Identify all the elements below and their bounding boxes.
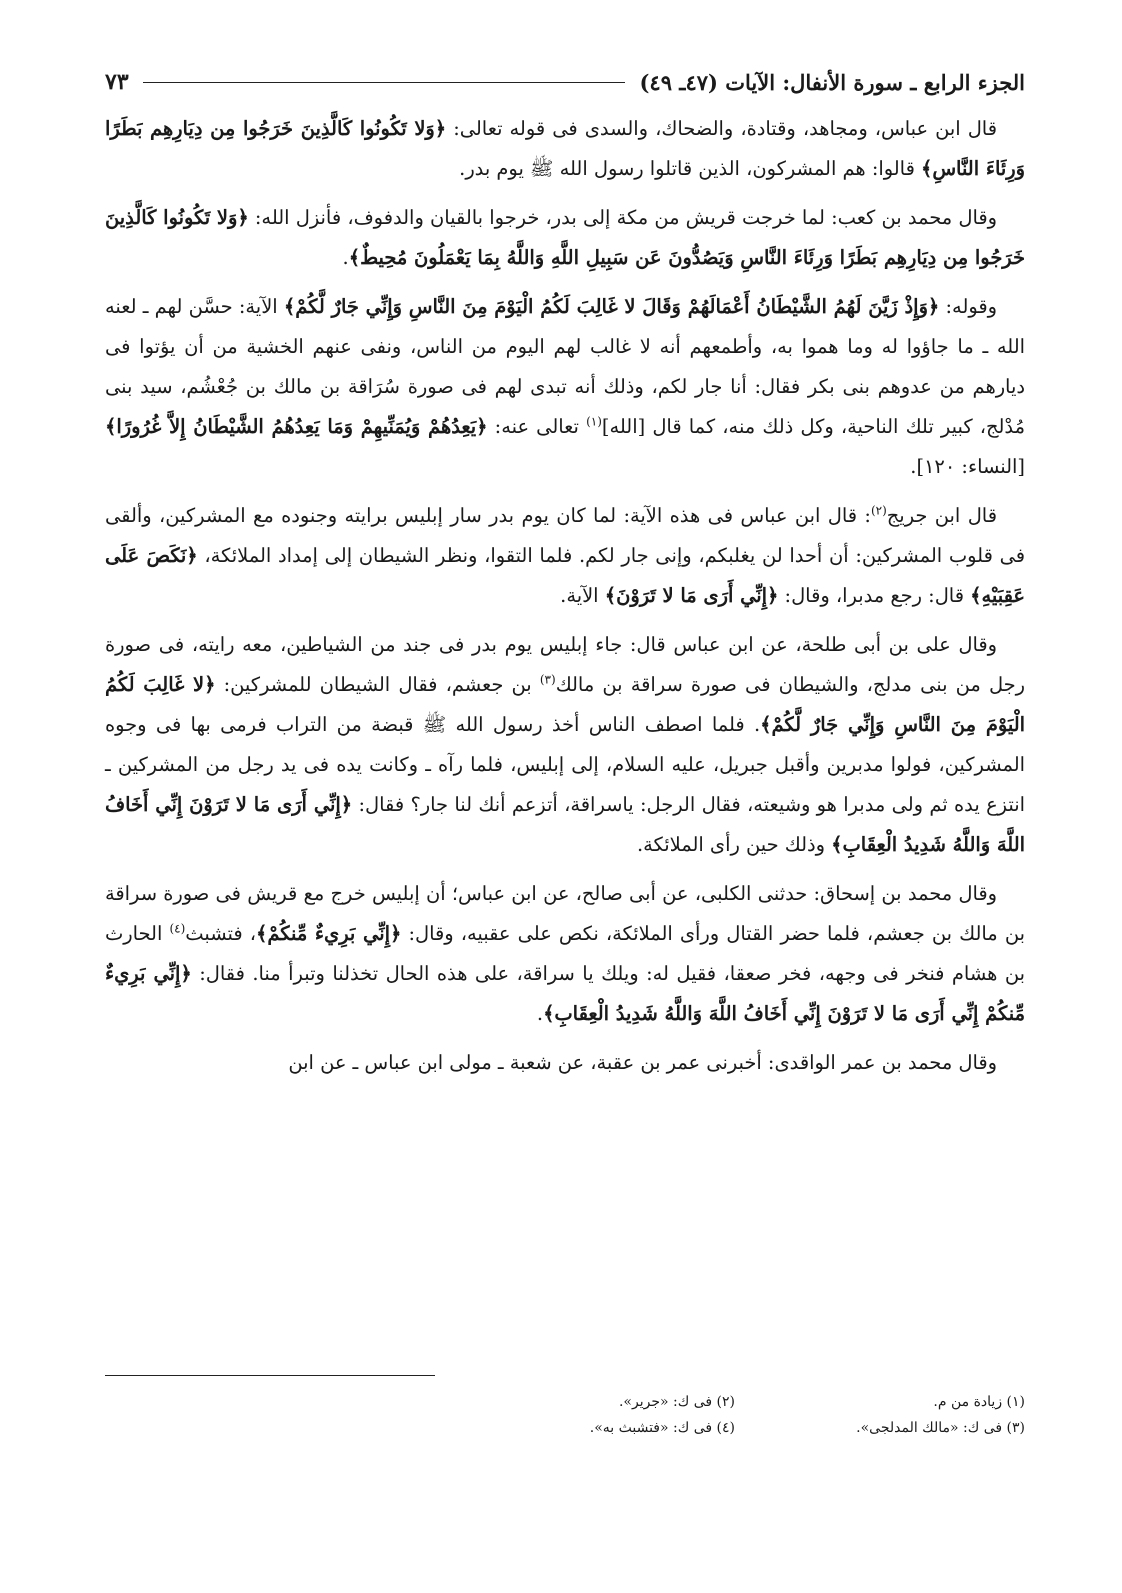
paragraph-text: وقال محمد بن عمر الواقدى: أخبرنى عمر بن عقبة، عن شعبة ـ مولى ابن عباس ـ عن ابن (288, 1051, 997, 1074)
footnote-rule (105, 1375, 435, 1376)
paragraph (105, 1043, 1025, 1083)
paragraph-text: قالوا: هم المشركون، الذين قاتلوا رسول الله ﷺ يوم بدر. (459, 157, 921, 180)
footnote-marker: (٤) (169, 921, 186, 936)
page-number: ٧٣ (105, 69, 129, 95)
paragraph-text: : قال ابن عباس فى هذه الآية: لما كان يوم بدر سار إبليس برايته وجنوده مع المشركين، وألقى فى قلوب المشركين: أن أحدا لن يغلبكم، وإنى جار لكم. فلما التقوا، ونظر الشيطان إلى إمداد الملائكة، (105, 504, 1026, 567)
header-rule (143, 82, 626, 83)
paragraph-text: الآية. (560, 584, 605, 607)
paragraph-text: قال ابن عباس، ومجاهد، وقتادة، والضحاك، والسدى فى قوله تعالى: (446, 117, 997, 140)
paragraph-text: قال: رجع مدبرا، وقال: (778, 584, 971, 607)
paragraph (105, 287, 1025, 487)
paragraph-text: تعالى عنه: (487, 415, 587, 438)
quran-quote: ﴿إِنِّي بَرِيءٌ مِّنكُمْ﴾ (256, 922, 402, 945)
footnote-marker: (١) (586, 414, 602, 429)
quran-quote: ﴿وَلا تَكُونُوا كَالَّذِينَ خَرَجُوا مِن دِيَارِهِم بَطَرًا وَرِئَاءَ النَّاسِ وَيَصُدُّونَ عَن سَبِيلِ اللَّهِ وَاللَّهُ بِمَا يَعْمَلُونَ مُحِيطٌ﴾ (105, 206, 1025, 269)
footnote-2: (٢) فى ك: «جرير». (618, 1394, 735, 1410)
paragraph-text: الحارث بن هشام فنخر فى وجهه، فخر صعقا، فقيل له: ويلك يا سراقة، على هذه الحال تخذلنا وتبرأ منا. فقال: (105, 922, 1025, 985)
quran-quote: ﴿يَعِدُهُمْ وَيُمَنِّيهِمْ وَمَا يَعِدُهُمُ الشَّيْطَانُ إِلاَّ غُرُورًا﴾ (105, 415, 488, 438)
footnotes (105, 1389, 1025, 1441)
paragraph-text: وقوله: (939, 295, 998, 318)
paragraph (105, 625, 1025, 865)
running-title: الجزء الرابع ـ سورة الأنفال: الآيات (٤٧ـ ٤٩) (639, 69, 1025, 95)
book-page (105, 62, 1026, 1436)
paragraph-text: [النساء: ١٢٠]. (910, 455, 1025, 478)
paragraph-text: . (342, 246, 349, 269)
paragraph-text: ، فتشبث (185, 922, 256, 945)
paragraph (105, 874, 1025, 1034)
paragraph (105, 198, 1025, 278)
paragraph-text: . فلما اصطف الناس أخذ رسول الله ﷺ قبضة من التراب فرمى بها فى وجوه المشركين، فولوا مدبرين وأقبل جبريل، عليه السلام، إلى إبليس، فلما رآه ـ وكانت يده فى يد رجل من المشركين ـ انتزع يده ثم ولى مدبرا هو وشيعته، فقال الرجل: ياسراقة، أتزعم أنك لنا جار؟ فقال: (105, 713, 1025, 816)
paragraph-text: الآية: حسَّن لهم ـ لعنه الله ـ ما جاؤوا له وما هموا به، وأطمعهم أنه لا غالب لهم اليوم من الناس، ونفى عنهم الخشية من أن يؤتوا فى ديارهم من عدوهم بنى بكر فقال: أنا جار لكم، وذلك أنه تبدى لهم فى صورة سُرَاقة بن مالك بن جُعْشُم، سيد بنى مُدْلج، كبير تلك الناحية، وكل ذلك منه، كما قال [الله] (105, 295, 1025, 438)
paragraph (105, 496, 1025, 616)
paragraph-text: . (536, 1002, 544, 1025)
quran-quote: ﴿إِنِّي بَرِيءٌ مِّنكُمْ إِنِّي أَرَى مَا لا تَرَوْنَ إِنِّي أَخَافُ اللَّهَ وَاللَّهُ شَدِيدُ الْعِقَابِ﴾ (105, 962, 1025, 1025)
paragraph-text: بن جعشم، فقال الشيطان للمشركين: (215, 673, 540, 696)
page-header (105, 62, 1025, 102)
footnote-marker: (٢) (870, 503, 887, 518)
paragraph-text: وقال محمد بن إسحاق: حدثنى الكلبى، عن أبى صالح، عن ابن عباس؛ أن إبليس خرج مع قريش فى صورة سراقة بن مالك بن جعشم، فلما حضر القتال ورأى الملائكة، نكص على عقبيه، وقال: (105, 882, 1025, 945)
quran-quote: ﴿إِنِّي أَرَى مَا لا تَرَوْنَ إِنِّي أَخَافُ اللَّهَ وَاللَّهُ شَدِيدُ الْعِقَابِ﴾ (105, 793, 1025, 856)
footnote-4: (٤) فى ك: «فتشبث به». (589, 1420, 735, 1436)
paragraph (105, 109, 1025, 189)
paragraph-text: وذلك حين رأى الملائكة. (637, 833, 832, 856)
quran-quote: ﴿نَكَصَ عَلَى عَقِبَيْهِ﴾ (105, 544, 1025, 607)
paragraph-text: وقال على بن أبى طلحة، عن ابن عباس قال: جاء إبليس يوم بدر فى جند من الشياطين، معه رايته، فى صورة رجل من بنى مدلج، والشيطان فى صورة سراقة بن مالك (105, 633, 1025, 696)
quran-quote: ﴿إِنِّي أَرَى مَا لا تَرَوْنَ﴾ (604, 584, 779, 607)
footnote-3: (٣) فى ك: «مالك المدلجى». (856, 1420, 1025, 1436)
footnote-marker: (٣) (539, 672, 556, 687)
footnote-1: (١) زيادة من م. (933, 1394, 1025, 1410)
paragraph-text: وقال محمد بن كعب: لما خرجت قريش من مكة إلى بدر، خرجوا بالقيان والدفوف، فأنزل الله: (248, 206, 997, 229)
body-text (105, 109, 1025, 1083)
quran-quote: ﴿وَإِذْ زَيَّنَ لَهُمُ الشَّيْطَانُ أَعْمَالَهُمْ وَقَالَ لا غَالِبَ لَكُمُ الْيَوْمَ مِنَ النَّاسِ وَإِنِّي جَارٌ لَّكُمْ﴾ (283, 295, 940, 318)
paragraph-text: قال ابن جريج (886, 504, 997, 527)
quran-quote: ﴿وَلا تَكُونُوا كَالَّذِينَ خَرَجُوا مِن دِيَارِهِم بَطَرًا وَرِئَاءَ النَّاسِ﴾ (105, 117, 1025, 180)
quran-quote: ﴿لا غَالِبَ لَكُمُ الْيَوْمَ مِنَ النَّاسِ وَإِنِّي جَارٌ لَّكُمْ﴾ (105, 673, 1025, 736)
